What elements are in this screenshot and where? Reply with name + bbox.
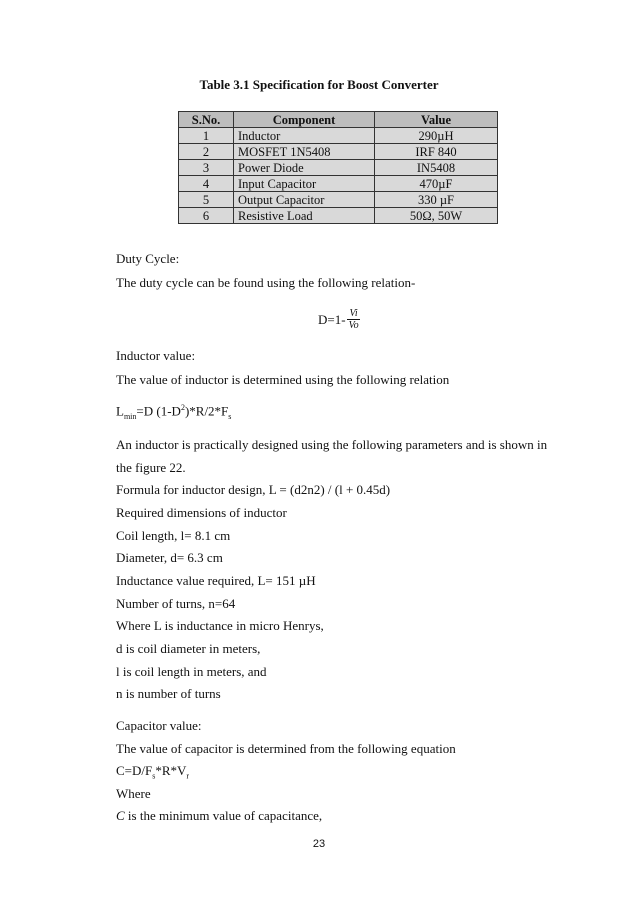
formula-min: min [123,411,137,421]
table-row [179,208,498,224]
cap-formula-part-a: C=D/F [116,763,153,778]
cell-sno: 6 [179,208,234,224]
formula-part-b: )*R/2*F [184,403,229,419]
cell-value: IRF 840 [375,144,498,160]
duty-formula-prefix: D=1- [318,311,346,327]
capacitor-formula [116,763,189,781]
capacitor-text: The value of capacitor is determined from the following equation [116,741,456,756]
spec-table [178,111,498,224]
table-row [179,192,498,208]
where-line-4: n is number of turns [116,686,221,701]
coil-length: Coil length, l= 8.1 cm [116,528,231,543]
cell-component: Power Diode [234,160,375,176]
duty-text: The duty cycle can be found using the following relation- [116,275,416,290]
def-text: is the minimum value of capacitance, [124,808,323,823]
inductor-para-1: An inductor is practically designed using the following parameters and is shown in [116,437,548,452]
inductor-formula [116,403,231,421]
cell-value: IN5408 [375,160,498,176]
formula-square: 2 [180,403,185,412]
formula-part-a: =D (1-D [136,403,181,419]
cell-value: 470µF [375,176,498,192]
table-caption: Table 3.1 Specification for Boost Converter [199,77,439,92]
where-line-1: Where L is inductance in micro Henrys, [116,618,324,633]
header-value: Value [375,112,498,128]
where-line-3: l is coil length in meters, and [116,664,267,679]
where-line-2: d is coil diameter in meters, [116,641,261,656]
page-number: 23 [312,838,326,850]
formula-s: s [228,411,232,421]
duty-formula [318,308,361,331]
cell-component: MOSFET 1N5408 [234,144,375,160]
required-dimensions: Required dimensions of inductor [116,505,287,520]
cap-formula-part-b: *R*V [155,763,187,778]
diameter: Diameter, d= 6.3 cm [116,550,223,565]
table-header-row [179,112,498,128]
cell-sno: 5 [179,192,234,208]
header-sno: S.No. [179,112,234,128]
duty-heading: Duty Cycle: [116,251,180,266]
cell-sno: 2 [179,144,234,160]
cell-value: 50Ω, 50W [375,208,498,224]
header-component: Component [234,112,375,128]
cap-formula-s: s [152,771,156,781]
number-of-turns: Number of turns, n=64 [116,596,236,611]
cell-component: Inductor [234,128,375,144]
table-row [179,128,498,144]
cap-formula-r: r [186,771,190,781]
cell-value: 330 µF [375,192,498,208]
design-formula: Formula for inductor design, L = (d2n2) / (l + 0.45d) [116,482,391,497]
cell-sno: 1 [179,128,234,144]
cell-sno: 4 [179,176,234,192]
table-row [179,144,498,160]
capacitor-heading: Capacitor value: [116,718,202,733]
inductor-text: The value of inductor is determined using the following relation [116,372,450,387]
cell-sno: 3 [179,160,234,176]
def-symbol-c: C [116,808,125,823]
table-row [179,160,498,176]
cell-component: Resistive Load [234,208,375,224]
cell-component: Input Capacitor [234,176,375,192]
cell-value: 290µH [375,128,498,144]
inductor-para-2: the figure 22. [116,460,186,475]
duty-fraction-num: Vi [349,308,358,319]
capacitor-definition [116,808,322,824]
table-row [179,176,498,192]
formula-l: L [116,403,124,419]
inductance: Inductance value required, L= 151 µH [116,573,316,588]
inductor-heading: Inductor value: [116,348,196,363]
duty-fraction-den: Vo [348,320,359,331]
duty-fraction [347,308,361,331]
cell-component: Output Capacitor [234,192,375,208]
capacitor-where: Where [116,786,151,801]
